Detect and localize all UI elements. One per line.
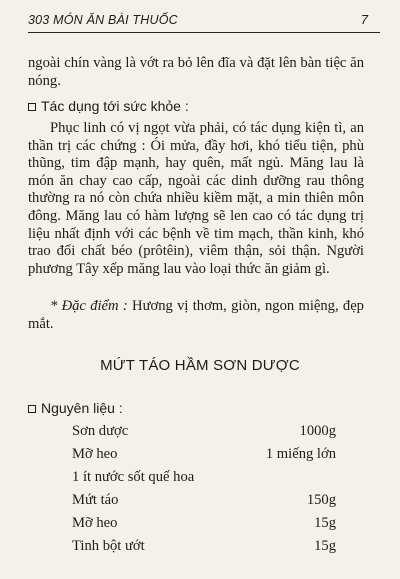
ingredient-row <box>72 446 336 464</box>
recipe-title: MỨT TÁO HẦM SƠN DƯỢC <box>100 357 300 374</box>
ingredient-name: 1 ít nước sốt quế hoa <box>72 469 195 485</box>
square-bullet-icon <box>28 405 36 413</box>
section-heading-ingredients <box>28 400 123 416</box>
ingredient-row <box>72 492 336 510</box>
ingredient-amount: 150g <box>306 492 336 508</box>
feature-text: Hương vị thơm, giòn, ngon miệng, đẹp mắt. <box>28 298 364 332</box>
intro-paragraph: ngoài chín vàng là vớt ra bỏ lên đĩa và đặt lên bàn tiệc ăn nóng. <box>28 55 364 89</box>
ingredient-amount: 15g <box>314 515 336 531</box>
page-header <box>28 10 380 33</box>
ingredient-name: Tinh bột ướt <box>72 538 145 554</box>
ingredient-name: Mứt táo <box>72 492 119 508</box>
ingredient-amount: 15g <box>314 538 336 554</box>
ingredient-amount: 1 miếng lớn <box>265 446 336 462</box>
ingredient-row <box>72 423 336 441</box>
ingredient-row <box>72 538 336 556</box>
ingredient-amount: 1000g <box>299 423 336 439</box>
section-heading-label: Nguyên liệu : <box>41 400 123 416</box>
book-title: 303 MÓN ĂN BÀI THUỐC <box>28 13 178 27</box>
section-heading-health <box>28 98 189 114</box>
feature-paragraph <box>28 298 364 333</box>
section-heading-label: Tác dụng tới sức khỏe : <box>41 98 189 114</box>
health-paragraph: Phục linh có vị ngọt vừa phải, có tác dụng kiện tì, an thần trị các chứng : Ói mửa, đầy hơi, khó tiểu tiện, phù thũng, tim đập mạnh, hay quên, mất ngủ. Măng lau là món ăn chay cao cấp, ngoài các dinh dưỡng rau thông thường ra nó còn chứa nhiều kiềm mặt, a min thiên môn đông. Măng lau có hàm lượng sẽ len cao có tác dụng trị liệu nhất định với các bệnh về tim mạch, thần kinh, khó trao đổi chất béo (prôtêin), viêm thận, sỏi thận. Người phương Tây xếp măng lau vào loại thức ăn giảm gì. <box>28 120 364 277</box>
ingredient-name: Sơn dược <box>72 423 129 439</box>
page-number: 7 <box>360 12 368 27</box>
feature-label: * Đặc điểm : <box>50 298 128 314</box>
ingredient-row <box>72 515 336 533</box>
ingredient-row <box>72 469 336 487</box>
ingredient-name: Mỡ heo <box>72 515 118 531</box>
ingredient-name: Mỡ heo <box>72 446 118 462</box>
square-bullet-icon <box>28 103 36 111</box>
